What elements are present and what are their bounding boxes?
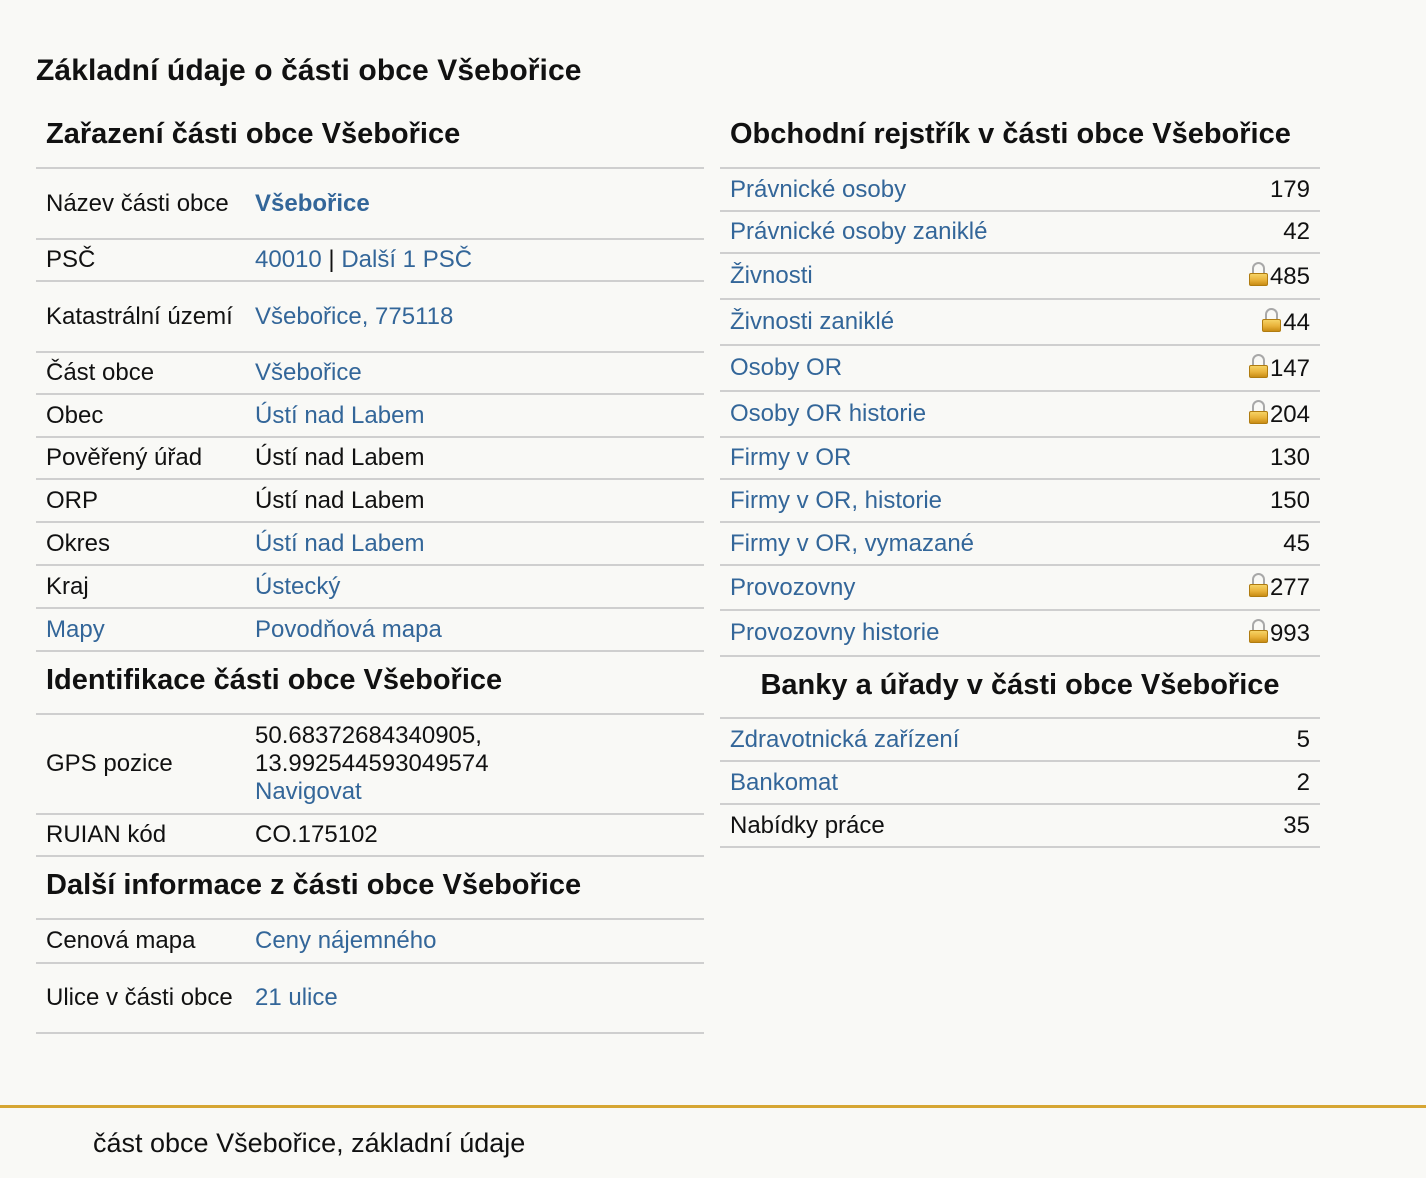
row-count: 150 [1184, 479, 1320, 522]
gps-latitude: 50.68372684340905, [255, 722, 482, 749]
table-row [720, 479, 1320, 522]
row-value [245, 239, 704, 281]
row-label: Nabídky práce [720, 804, 1225, 847]
provozovny-historie-link[interactable]: Provozovny historie [730, 619, 940, 646]
navigovat-link[interactable]: Navigovat [255, 778, 362, 805]
table-row [36, 479, 704, 522]
row-label: Kraj [36, 565, 245, 608]
row-label [36, 608, 245, 651]
obchodni-table [720, 169, 1320, 657]
table-row [720, 169, 1320, 211]
row-label: Obec [36, 394, 245, 437]
firmy-v-or-vymazane-link[interactable]: Firmy v OR, vymazané [730, 529, 975, 557]
section-title-banky: Banky a úřady v části obce Všebořice [720, 657, 1320, 719]
padlock-icon [1249, 573, 1268, 597]
osoby-or-historie-link[interactable]: Osoby OR historie [730, 400, 927, 427]
table-row [36, 814, 704, 856]
katastr-link[interactable]: Všebořice, 775118 [255, 302, 454, 330]
zivnosti-link[interactable]: Živnosti [730, 262, 813, 289]
table-row [720, 719, 1320, 761]
table-row [720, 565, 1320, 610]
row-label: Pověřený úřad [36, 437, 245, 479]
padlock-icon [1249, 619, 1268, 643]
identifikace-table [36, 715, 704, 857]
row-count: 147 [1269, 354, 1310, 382]
row-value [245, 281, 704, 352]
row-count: 44 [1283, 308, 1310, 336]
table-row [36, 239, 704, 281]
table-row [720, 522, 1320, 565]
zivnosti-zanikle-link[interactable]: Živnosti zaniklé [730, 308, 895, 335]
table-row [720, 391, 1320, 437]
provozovny-link[interactable]: Provozovny [730, 573, 856, 601]
row-value [245, 169, 704, 239]
section-title-zarazeni: Zařazení části obce Všebořice [36, 112, 704, 169]
table-row [36, 169, 704, 239]
table-row [36, 522, 704, 565]
row-count: 485 [1269, 262, 1310, 290]
zarazeni-table [36, 169, 704, 652]
cast-obce-link[interactable]: Všebořice [255, 359, 362, 386]
mapy-link[interactable]: Mapy [46, 615, 105, 643]
banky-table [720, 719, 1320, 848]
pravnicke-osoby-link[interactable]: Právnické osoby [730, 175, 907, 203]
table-row [720, 211, 1320, 253]
dalsi-table [36, 920, 704, 1034]
firmy-v-or-link[interactable]: Firmy v OR [730, 444, 852, 471]
table-row [36, 565, 704, 608]
row-count: 993 [1269, 619, 1310, 647]
row-count: 277 [1269, 574, 1310, 601]
okres-link[interactable]: Ústí nad Labem [255, 529, 425, 557]
nazev-link[interactable]: Všebořice [255, 189, 370, 217]
ceny-najemneho-link[interactable]: Ceny nájemného [255, 927, 437, 954]
row-value [245, 920, 704, 963]
row-label: PSČ [36, 239, 245, 281]
table-row [36, 608, 704, 651]
obec-link[interactable]: Ústí nad Labem [255, 401, 425, 429]
table-row [720, 610, 1320, 656]
table-row [36, 920, 704, 963]
padlock-icon [1249, 400, 1268, 424]
table-row [720, 299, 1320, 345]
row-count: 130 [1184, 437, 1320, 479]
row-value [245, 522, 704, 565]
row-label: Katastrální území [36, 281, 245, 352]
row-label: Okres [36, 522, 245, 565]
section-title-dalsi: Další informace z části obce Všebořice [36, 857, 704, 920]
row-value [245, 565, 704, 608]
row-count: 5 [1225, 719, 1320, 761]
povodnova-mapa-link[interactable]: Povodňová mapa [255, 615, 442, 643]
table-row [720, 253, 1320, 299]
row-value [245, 352, 704, 394]
osoby-or-link[interactable]: Osoby OR [730, 354, 843, 381]
psc-separator: | [321, 246, 342, 273]
row-label: ORP [36, 479, 245, 522]
row-label: GPS pozice [36, 715, 245, 814]
padlock-icon [1249, 354, 1268, 378]
row-label: Ulice v části obce [36, 963, 245, 1033]
firmy-v-or-historie-link[interactable]: Firmy v OR, historie [730, 486, 943, 514]
zdravotnicka-zarizeni-link[interactable]: Zdravotnická zařízení [730, 725, 960, 753]
table-row [36, 352, 704, 394]
right-column [720, 112, 1320, 848]
row-count: 45 [1184, 522, 1320, 565]
row-count: 35 [1225, 804, 1320, 847]
section-title-obchodni: Obchodní rejstřík v části obce Všebořice [720, 112, 1320, 169]
row-value: CO.175102 [245, 814, 704, 856]
left-column [36, 112, 704, 1034]
table-row [720, 437, 1320, 479]
kraj-link[interactable]: Ústecký [255, 572, 341, 600]
row-count: 42 [1184, 211, 1320, 253]
footer-caption: část obce Všebořice, základní údaje [93, 1128, 526, 1158]
table-row [36, 963, 704, 1033]
table-row [720, 804, 1320, 847]
row-value [245, 608, 704, 651]
table-row [720, 761, 1320, 804]
psc-link[interactable]: 40010 [255, 246, 322, 273]
padlock-icon [1262, 308, 1281, 332]
table-row [720, 345, 1320, 391]
row-value [245, 715, 704, 814]
table-row [36, 394, 704, 437]
table-row [36, 437, 704, 479]
row-label: Název části obce [36, 169, 245, 239]
table-row [36, 281, 704, 352]
dalsi-psc-link[interactable]: Další 1 PSČ [341, 246, 473, 273]
row-label: Část obce [36, 352, 245, 394]
pravnicke-osoby-zanikle-link[interactable]: Právnické osoby zaniklé [730, 218, 988, 245]
row-label: RUIAN kód [36, 814, 245, 856]
table-row [36, 715, 704, 814]
row-label: Cenová mapa [36, 920, 245, 963]
row-count: 204 [1269, 400, 1310, 428]
row-value [245, 394, 704, 437]
row-value [245, 963, 704, 1033]
gps-longitude: 13.992544593049574 [255, 750, 489, 777]
padlock-icon [1249, 262, 1268, 286]
row-value: Ústí nad Labem [245, 479, 704, 522]
ulice-link[interactable]: 21 ulice [255, 984, 338, 1011]
bankomat-link[interactable]: Bankomat [730, 768, 839, 796]
row-count: 2 [1225, 761, 1320, 804]
section-title-identifikace: Identifikace části obce Všebořice [36, 652, 704, 715]
footer-divider [0, 1105, 1426, 1108]
row-count: 179 [1184, 169, 1320, 211]
row-value: Ústí nad Labem [245, 437, 704, 479]
page-title: Základní údaje o části obce Všebořice [36, 54, 582, 87]
